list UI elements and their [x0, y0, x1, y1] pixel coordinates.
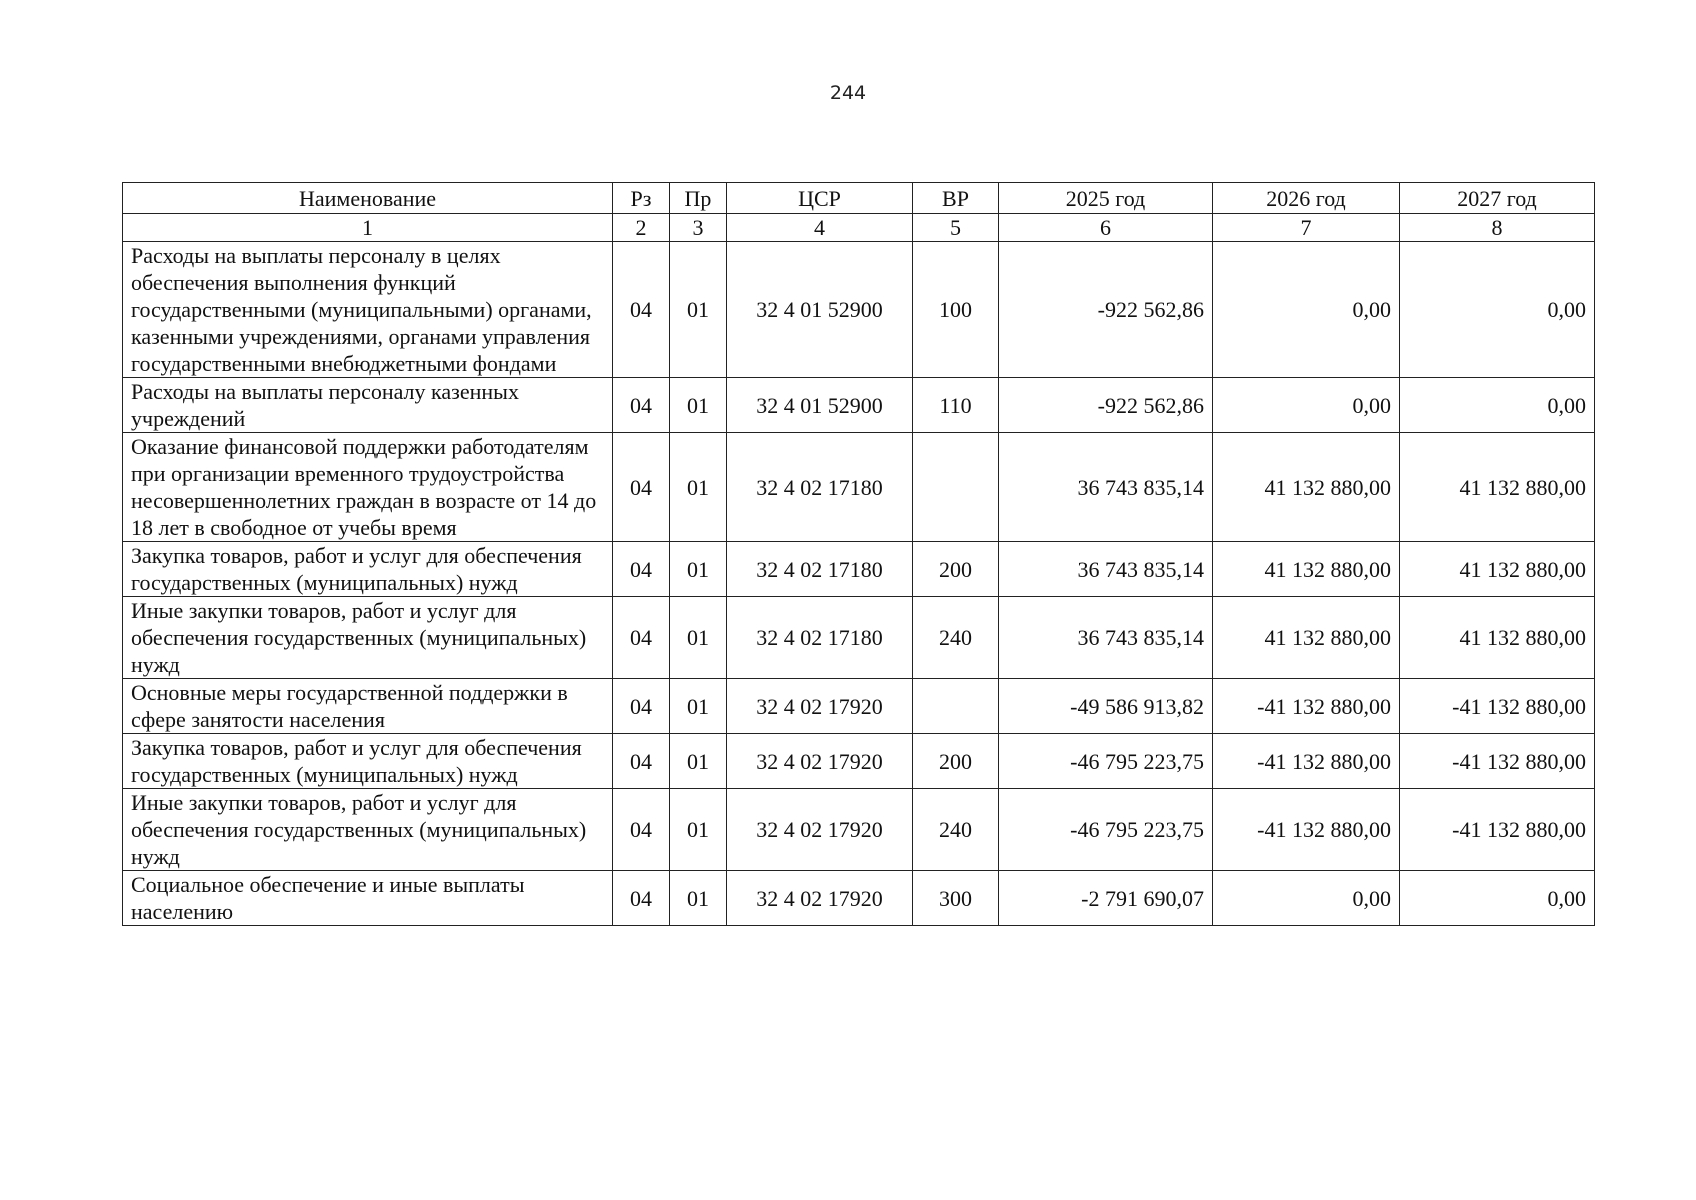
cell-name: Иные закупки товаров, работ и услуг для обеспечения государственных (муниципальных) нужд: [123, 597, 613, 679]
cell-2027: 41 132 880,00: [1400, 597, 1595, 679]
cell-2026: -41 132 880,00: [1213, 734, 1400, 789]
table-row: [123, 242, 1595, 378]
cell-2026: 41 132 880,00: [1213, 433, 1400, 542]
column-number: 1: [123, 214, 613, 242]
header-name: Наименование: [123, 183, 613, 214]
cell-pr: 01: [670, 597, 727, 679]
cell-2026: -41 132 880,00: [1213, 679, 1400, 734]
cell-vr: 300: [913, 871, 999, 926]
table-row: [123, 542, 1595, 597]
cell-name: Закупка товаров, работ и услуг для обеспечения государственных (муниципальных) нужд: [123, 734, 613, 789]
header-rz: Рз: [613, 183, 670, 214]
cell-rz: 04: [613, 871, 670, 926]
cell-rz: 04: [613, 378, 670, 433]
header-pr: Пр: [670, 183, 727, 214]
cell-2025: -49 586 913,82: [999, 679, 1213, 734]
cell-vr: [913, 433, 999, 542]
column-number: 8: [1400, 214, 1595, 242]
header-csr: ЦСР: [727, 183, 913, 214]
cell-2025: -46 795 223,75: [999, 789, 1213, 871]
cell-2027: -41 132 880,00: [1400, 679, 1595, 734]
cell-csr: 32 4 02 17920: [727, 871, 913, 926]
column-number: 4: [727, 214, 913, 242]
column-number: 7: [1213, 214, 1400, 242]
cell-vr: 110: [913, 378, 999, 433]
cell-vr: 240: [913, 789, 999, 871]
cell-rz: 04: [613, 242, 670, 378]
header-row: [123, 183, 1595, 214]
cell-vr: [913, 679, 999, 734]
cell-2027: 0,00: [1400, 242, 1595, 378]
cell-pr: 01: [670, 378, 727, 433]
cell-pr: 01: [670, 679, 727, 734]
cell-2027: 0,00: [1400, 871, 1595, 926]
cell-name: Основные меры государственной поддержки в сфере занятости населения: [123, 679, 613, 734]
cell-name: Расходы на выплаты персоналу в целях обеспечения выполнения функций государственными (муниципальными) органами, казенными учреждениями, органами управления государственными внебюджетными фондами: [123, 242, 613, 378]
cell-pr: 01: [670, 734, 727, 789]
cell-2025: -46 795 223,75: [999, 734, 1213, 789]
cell-2025: 36 743 835,14: [999, 433, 1213, 542]
table-row: [123, 734, 1595, 789]
table-row: [123, 871, 1595, 926]
cell-name: Оказание финансовой поддержки работодателям при организации временного трудоустройства несовершеннолетних граждан в возрасте от 14 до 18 лет в свободное от учебы время: [123, 433, 613, 542]
cell-name: Расходы на выплаты персоналу казенных учреждений: [123, 378, 613, 433]
cell-vr: 240: [913, 597, 999, 679]
cell-csr: 32 4 02 17920: [727, 789, 913, 871]
cell-2026: 41 132 880,00: [1213, 597, 1400, 679]
table-row: [123, 597, 1595, 679]
cell-vr: 200: [913, 542, 999, 597]
cell-2026: -41 132 880,00: [1213, 789, 1400, 871]
table-row: [123, 789, 1595, 871]
cell-name: Закупка товаров, работ и услуг для обеспечения государственных (муниципальных) нужд: [123, 542, 613, 597]
cell-2026: 41 132 880,00: [1213, 542, 1400, 597]
column-number-row: [123, 214, 1595, 242]
cell-csr: 32 4 02 17920: [727, 734, 913, 789]
cell-2025: -2 791 690,07: [999, 871, 1213, 926]
table-row: [123, 433, 1595, 542]
cell-csr: 32 4 01 52900: [727, 378, 913, 433]
cell-pr: 01: [670, 789, 727, 871]
cell-pr: 01: [670, 871, 727, 926]
cell-pr: 01: [670, 542, 727, 597]
header-2025: 2025 год: [999, 183, 1213, 214]
cell-2025: -922 562,86: [999, 378, 1213, 433]
cell-pr: 01: [670, 242, 727, 378]
cell-rz: 04: [613, 597, 670, 679]
cell-rz: 04: [613, 734, 670, 789]
cell-csr: 32 4 01 52900: [727, 242, 913, 378]
page-number: 244: [829, 82, 867, 104]
cell-2027: 0,00: [1400, 378, 1595, 433]
cell-name: Социальное обеспечение и иные выплаты населению: [123, 871, 613, 926]
cell-2027: -41 132 880,00: [1400, 734, 1595, 789]
budget-table: [122, 182, 1595, 926]
header-2026: 2026 год: [1213, 183, 1400, 214]
cell-csr: 32 4 02 17920: [727, 679, 913, 734]
table-row: [123, 378, 1595, 433]
column-number: 6: [999, 214, 1213, 242]
column-number: 3: [670, 214, 727, 242]
cell-2026: 0,00: [1213, 871, 1400, 926]
cell-2026: 0,00: [1213, 378, 1400, 433]
cell-csr: 32 4 02 17180: [727, 433, 913, 542]
header-vr: ВР: [913, 183, 999, 214]
column-number: 2: [613, 214, 670, 242]
cell-2025: -922 562,86: [999, 242, 1213, 378]
cell-pr: 01: [670, 433, 727, 542]
cell-csr: 32 4 02 17180: [727, 597, 913, 679]
table-row: [123, 679, 1595, 734]
cell-name: Иные закупки товаров, работ и услуг для обеспечения государственных (муниципальных) нужд: [123, 789, 613, 871]
cell-rz: 04: [613, 542, 670, 597]
header-2027: 2027 год: [1400, 183, 1595, 214]
cell-rz: 04: [613, 433, 670, 542]
cell-2025: 36 743 835,14: [999, 597, 1213, 679]
cell-rz: 04: [613, 789, 670, 871]
cell-2026: 0,00: [1213, 242, 1400, 378]
cell-vr: 100: [913, 242, 999, 378]
cell-csr: 32 4 02 17180: [727, 542, 913, 597]
cell-rz: 04: [613, 679, 670, 734]
cell-2027: 41 132 880,00: [1400, 433, 1595, 542]
column-number: 5: [913, 214, 999, 242]
cell-2027: 41 132 880,00: [1400, 542, 1595, 597]
cell-2027: -41 132 880,00: [1400, 789, 1595, 871]
cell-2025: 36 743 835,14: [999, 542, 1213, 597]
cell-vr: 200: [913, 734, 999, 789]
